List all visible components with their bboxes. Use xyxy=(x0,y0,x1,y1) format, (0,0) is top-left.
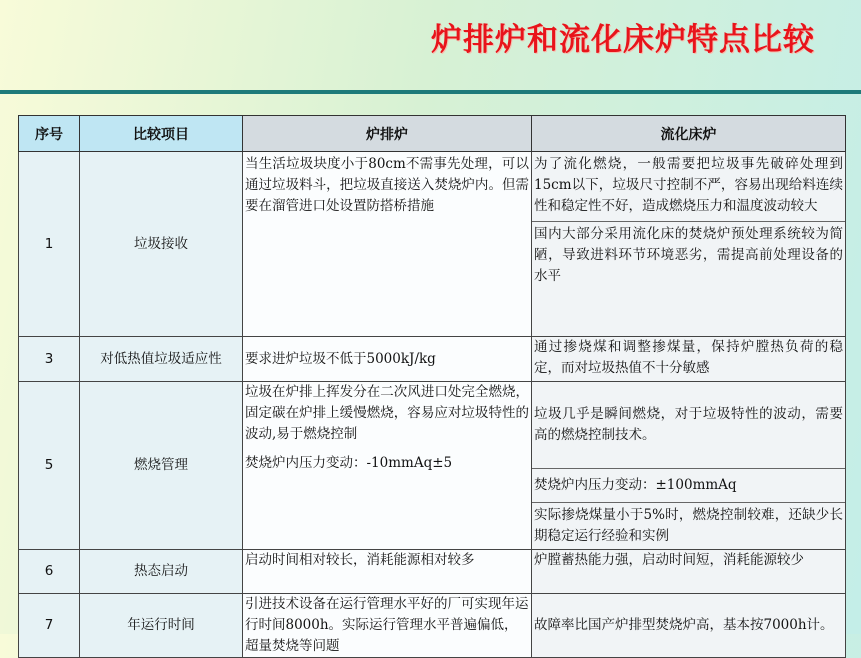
row-item: 年运行时间 xyxy=(80,594,243,658)
grate-cell xyxy=(243,337,532,382)
row-number: 6 xyxy=(19,550,80,594)
table-row xyxy=(19,382,846,550)
fluid-text: 为了流化燃烧，一般需要把垃圾事先破碎处理到15cm以下，垃圾尺寸控制不严，容易出现给料连续性和稳定性不好，造成燃烧压力和温度波动较大 xyxy=(534,156,843,214)
fluid-cell xyxy=(532,550,846,594)
table-row xyxy=(19,594,846,658)
header-fluidized-bed: 流化床炉 xyxy=(532,116,846,152)
fluid-text: 垃圾几乎是瞬间燃烧，对于垃圾特性的波动，需要高的燃烧控制技术。 xyxy=(534,406,843,443)
row-item: 燃烧管理 xyxy=(80,382,243,550)
fluid-text: 实际掺烧煤量小于5%时，燃烧控制较难，还缺少长期稳定运行经验和实例 xyxy=(532,502,845,549)
grate-text: 垃圾在炉排上挥发分在二次风进口处完全燃烧，固定碳在炉排上缓慢燃烧，容易应对垃圾特性的波动,易于燃烧控制 xyxy=(245,384,529,442)
fluid-cell xyxy=(532,594,846,658)
row-number: 7 xyxy=(19,594,80,658)
row-number: 1 xyxy=(19,152,80,337)
header-row xyxy=(19,116,846,152)
row-number: 5 xyxy=(19,382,80,550)
fluid-text: 国内大部分采用流化床的焚烧炉预处理系统较为简陋，导致进料环节环境恶劣，需提高前处理设备的水平 xyxy=(532,221,845,289)
grate-cell xyxy=(243,382,532,550)
row-number: 3 xyxy=(19,337,80,382)
page-title: 炉排炉和流化床炉特点比较 xyxy=(431,22,815,58)
fluid-cell xyxy=(532,152,846,337)
table-row xyxy=(19,337,846,382)
row-item: 热态启动 xyxy=(80,550,243,594)
fluid-text: 焚烧炉内压力变动：±100mmAq xyxy=(532,468,845,502)
header-item: 比较项目 xyxy=(80,116,243,152)
table-row xyxy=(19,550,846,594)
fluid-text: 故障率比国产炉排型焚烧炉高，基本按7000h计。 xyxy=(534,617,834,633)
header-grate-furnace: 炉排炉 xyxy=(243,116,532,152)
grate-cell xyxy=(243,594,532,658)
header-no: 序号 xyxy=(19,116,80,152)
comparison-table xyxy=(18,115,846,658)
fluid-text: 通过掺烧煤和调整掺煤量，保持炉膛热负荷的稳定，而对垃圾热值不十分敏感 xyxy=(534,339,843,376)
title-divider xyxy=(0,90,861,94)
row-item: 对低热值垃圾适应性 xyxy=(80,337,243,382)
grate-text: 焚烧炉内压力变动：-10mmAq±5 xyxy=(245,455,453,471)
fluid-text: 炉膛蓄热能力强，启动时间短，消耗能源较少 xyxy=(534,552,804,568)
grate-cell xyxy=(243,550,532,594)
grate-text: 当生活垃圾块度小于80cm不需事先处理，可以通过垃圾料斗，把垃圾直接送入焚烧炉内。但需要在溜管进口处设置防搭桥措施 xyxy=(245,156,529,214)
grate-text: 要求进炉垃圾不低于5000kJ/kg xyxy=(245,350,436,367)
grate-text: 启动时间相对较长，消耗能源相对较多 xyxy=(245,552,475,568)
table-row xyxy=(19,152,846,337)
grate-text: 引进技术设备在运行管理水平好的厂可实现年运行时间8000h。实际运行管理水平普遍偏低，超量焚烧等问题 xyxy=(245,596,529,654)
fluid-cell xyxy=(532,382,846,550)
grate-cell xyxy=(243,152,532,337)
fluid-cell xyxy=(532,337,846,382)
row-item: 垃圾接收 xyxy=(80,152,243,337)
